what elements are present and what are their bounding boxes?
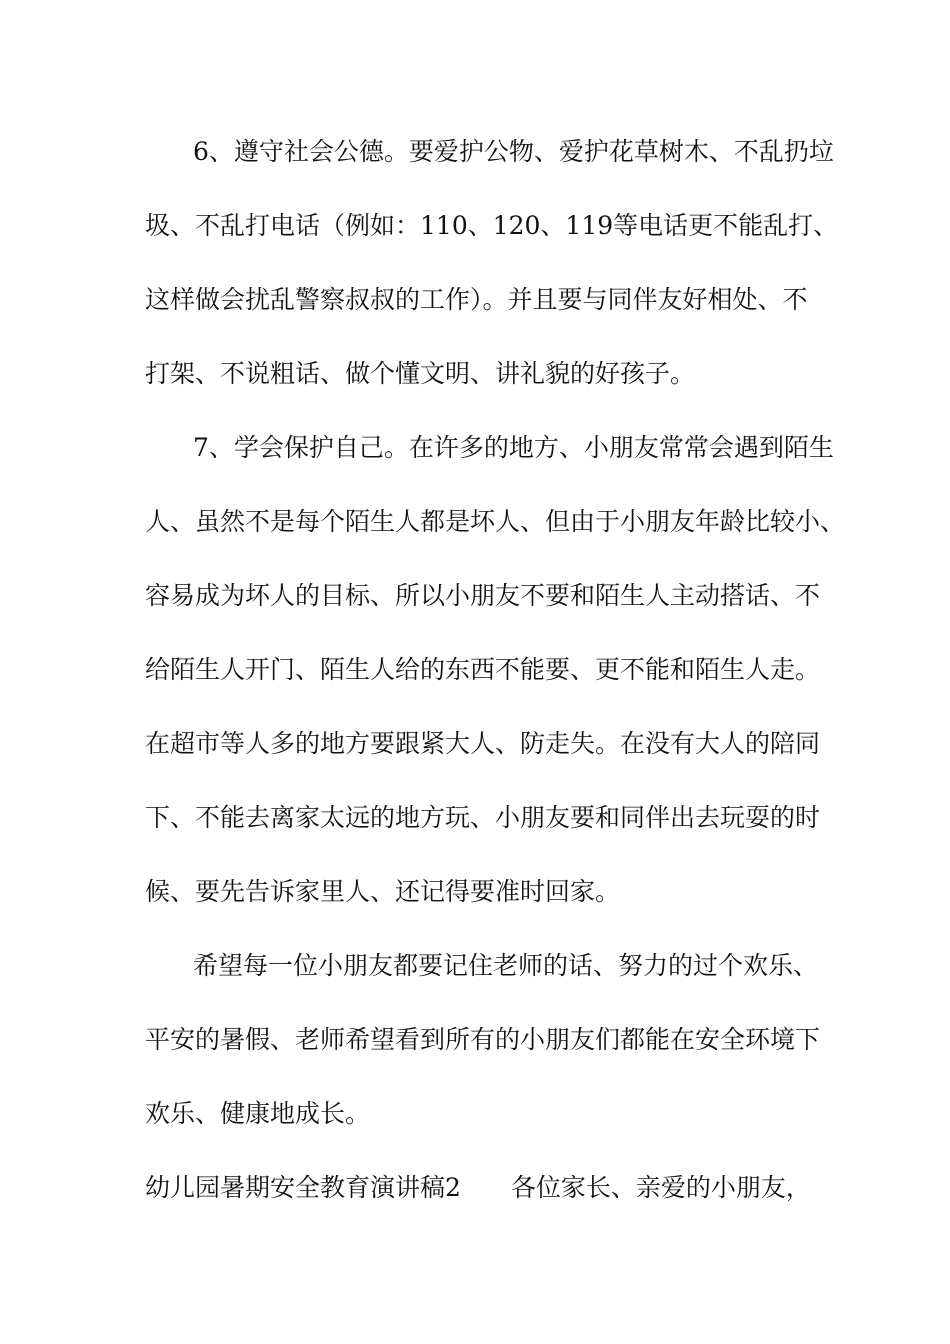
text-line: 人、虽然不是每个陌生人都是坏人、但由于小朋友年龄比较小、 — [145, 507, 846, 536]
text-line: 这样做会扰乱警察叔叔的工作）。并且要与同伴友好相处、不 — [145, 285, 808, 314]
text-line: 候、要先告诉家里人、还记得要准时回家。 — [145, 877, 621, 906]
text-line: 打架、不说粗话、做个懂文明、讲礼貌的好孩子。 — [145, 359, 696, 388]
paragraph-6-social-ethics — [145, 115, 839, 411]
speech-greeting: 各位家长、亲爱的小朋友， — [510, 1173, 811, 1202]
text-line: 6、遵守社会公德。要爱护公物、爱护花草树木、不乱扔垃 — [193, 137, 834, 166]
document-body — [145, 115, 846, 1225]
text-line: 7、学会保护自己。在许多的地方、小朋友常常会遇到陌生 — [193, 433, 834, 462]
text-line: 希望每一位小朋友都要记住老师的话、努力的过个欢乐、 — [193, 951, 819, 980]
paragraph-7-self-protection — [145, 411, 846, 929]
text-line: 给陌生人开门、陌生人给的东西不能要、更不能和陌生人走。 — [145, 655, 821, 684]
next-speech-heading-line — [145, 1151, 815, 1225]
paragraph-closing-wish — [145, 929, 821, 1151]
text-line: 圾、不乱打电话（例如：110、120、119等电话更不能乱打、 — [145, 211, 839, 240]
text-line: 平安的暑假、老师希望看到所有的小朋友们都能在安全环境下 — [145, 1025, 821, 1054]
text-line: 在超市等人多的地方要跟紧大人、防走失。在没有大人的陪同 — [145, 729, 821, 758]
text-line: 下、不能去离家太远的地方玩、小朋友要和同伴出去玩耍的时 — [145, 803, 821, 832]
speech-title: 幼儿园暑期安全教育演讲稿2 — [145, 1173, 461, 1202]
text-line: 欢乐、健康地成长。 — [145, 1099, 371, 1128]
text-line: 容易成为坏人的目标、所以小朋友不要和陌生人主动搭话、不 — [145, 581, 821, 610]
